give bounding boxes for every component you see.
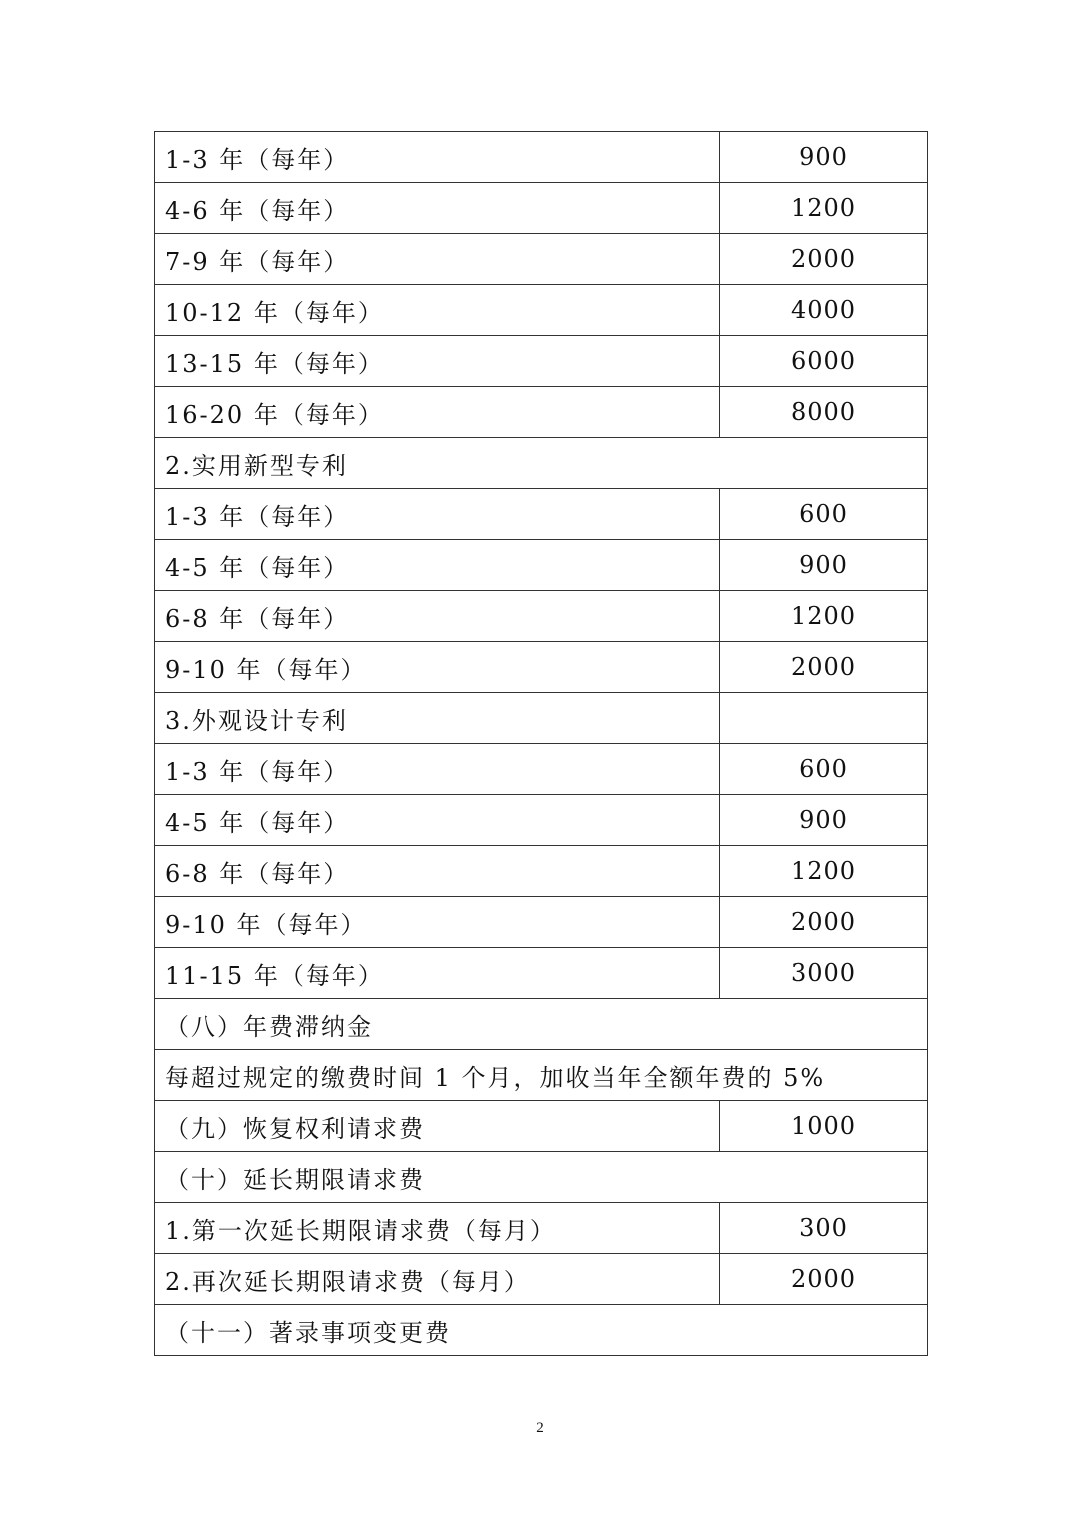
fee-item-label: 13-15 年（每年） bbox=[155, 336, 720, 387]
fee-amount: 600 bbox=[720, 489, 928, 540]
section-heading-extension: （十）延长期限请求费 bbox=[155, 1152, 928, 1203]
table-row bbox=[155, 540, 928, 591]
fee-item-label: 7-9 年（每年） bbox=[155, 234, 720, 285]
fee-item-label: 1-3 年（每年） bbox=[155, 489, 720, 540]
section-row bbox=[155, 1305, 928, 1356]
table-row bbox=[155, 387, 928, 438]
fee-amount: 6000 bbox=[720, 336, 928, 387]
fee-amount: 1200 bbox=[720, 183, 928, 234]
fee-item-label: 4-5 年（每年） bbox=[155, 795, 720, 846]
table-row bbox=[155, 897, 928, 948]
fee-amount: 2000 bbox=[720, 642, 928, 693]
table-row bbox=[155, 948, 928, 999]
fee-item-label: 1-3 年（每年） bbox=[155, 744, 720, 795]
fee-item-label: 16-20 年（每年） bbox=[155, 387, 720, 438]
table-row bbox=[155, 744, 928, 795]
section-row bbox=[155, 1152, 928, 1203]
fee-amount: 900 bbox=[720, 795, 928, 846]
table-row bbox=[155, 489, 928, 540]
note-row bbox=[155, 1050, 928, 1101]
fee-item-label: 1-3 年（每年） bbox=[155, 132, 720, 183]
fee-item-label: 9-10 年（每年） bbox=[155, 642, 720, 693]
fee-item-label: 1.第一次延长期限请求费（每月） bbox=[155, 1203, 720, 1254]
page-number: 2 bbox=[536, 1420, 544, 1436]
fee-item-label: （九）恢复权利请求费 bbox=[155, 1101, 720, 1152]
section-heading-late-fee: （八）年费滞纳金 bbox=[155, 999, 928, 1050]
fee-amount: 2000 bbox=[720, 897, 928, 948]
fee-amount: 1200 bbox=[720, 846, 928, 897]
fee-amount: 8000 bbox=[720, 387, 928, 438]
late-fee-note: 每超过规定的缴费时间 1 个月，加收当年全额年费的 5% bbox=[155, 1050, 928, 1101]
table-row bbox=[155, 285, 928, 336]
fee-amount: 3000 bbox=[720, 948, 928, 999]
fee-amount: 300 bbox=[720, 1203, 928, 1254]
section-heading-utility-model: 2.实用新型专利 bbox=[155, 438, 928, 489]
table-row bbox=[155, 591, 928, 642]
table-row bbox=[155, 183, 928, 234]
fee-item-label: 10-12 年（每年） bbox=[155, 285, 720, 336]
fee-item-label: 2.再次延长期限请求费（每月） bbox=[155, 1254, 720, 1305]
section-row bbox=[155, 999, 928, 1050]
fee-table bbox=[154, 131, 928, 1356]
table-row bbox=[155, 336, 928, 387]
table-row bbox=[155, 795, 928, 846]
fee-amount: 4000 bbox=[720, 285, 928, 336]
section-row bbox=[155, 438, 928, 489]
table-row bbox=[155, 1254, 928, 1305]
fee-amount: 900 bbox=[720, 132, 928, 183]
fee-amount: 900 bbox=[720, 540, 928, 591]
fee-item-label: 6-8 年（每年） bbox=[155, 591, 720, 642]
fee-item-label: 4-6 年（每年） bbox=[155, 183, 720, 234]
fee-item-label: 4-5 年（每年） bbox=[155, 540, 720, 591]
table-row bbox=[155, 234, 928, 285]
section-heading-bibliographic-change: （十一）著录事项变更费 bbox=[155, 1305, 928, 1356]
fee-item-label: 6-8 年（每年） bbox=[155, 846, 720, 897]
fee-item-label: 9-10 年（每年） bbox=[155, 897, 720, 948]
table-row bbox=[155, 1203, 928, 1254]
table-row bbox=[155, 642, 928, 693]
section-row bbox=[155, 693, 928, 744]
table-row bbox=[155, 132, 928, 183]
fee-amount bbox=[720, 693, 928, 744]
fee-item-label: 11-15 年（每年） bbox=[155, 948, 720, 999]
table-row bbox=[155, 1101, 928, 1152]
fee-amount: 1200 bbox=[720, 591, 928, 642]
fee-amount: 1000 bbox=[720, 1101, 928, 1152]
fee-amount: 2000 bbox=[720, 234, 928, 285]
table-row bbox=[155, 846, 928, 897]
fee-amount: 600 bbox=[720, 744, 928, 795]
section-heading-design: 3.外观设计专利 bbox=[155, 693, 720, 744]
fee-amount: 2000 bbox=[720, 1254, 928, 1305]
